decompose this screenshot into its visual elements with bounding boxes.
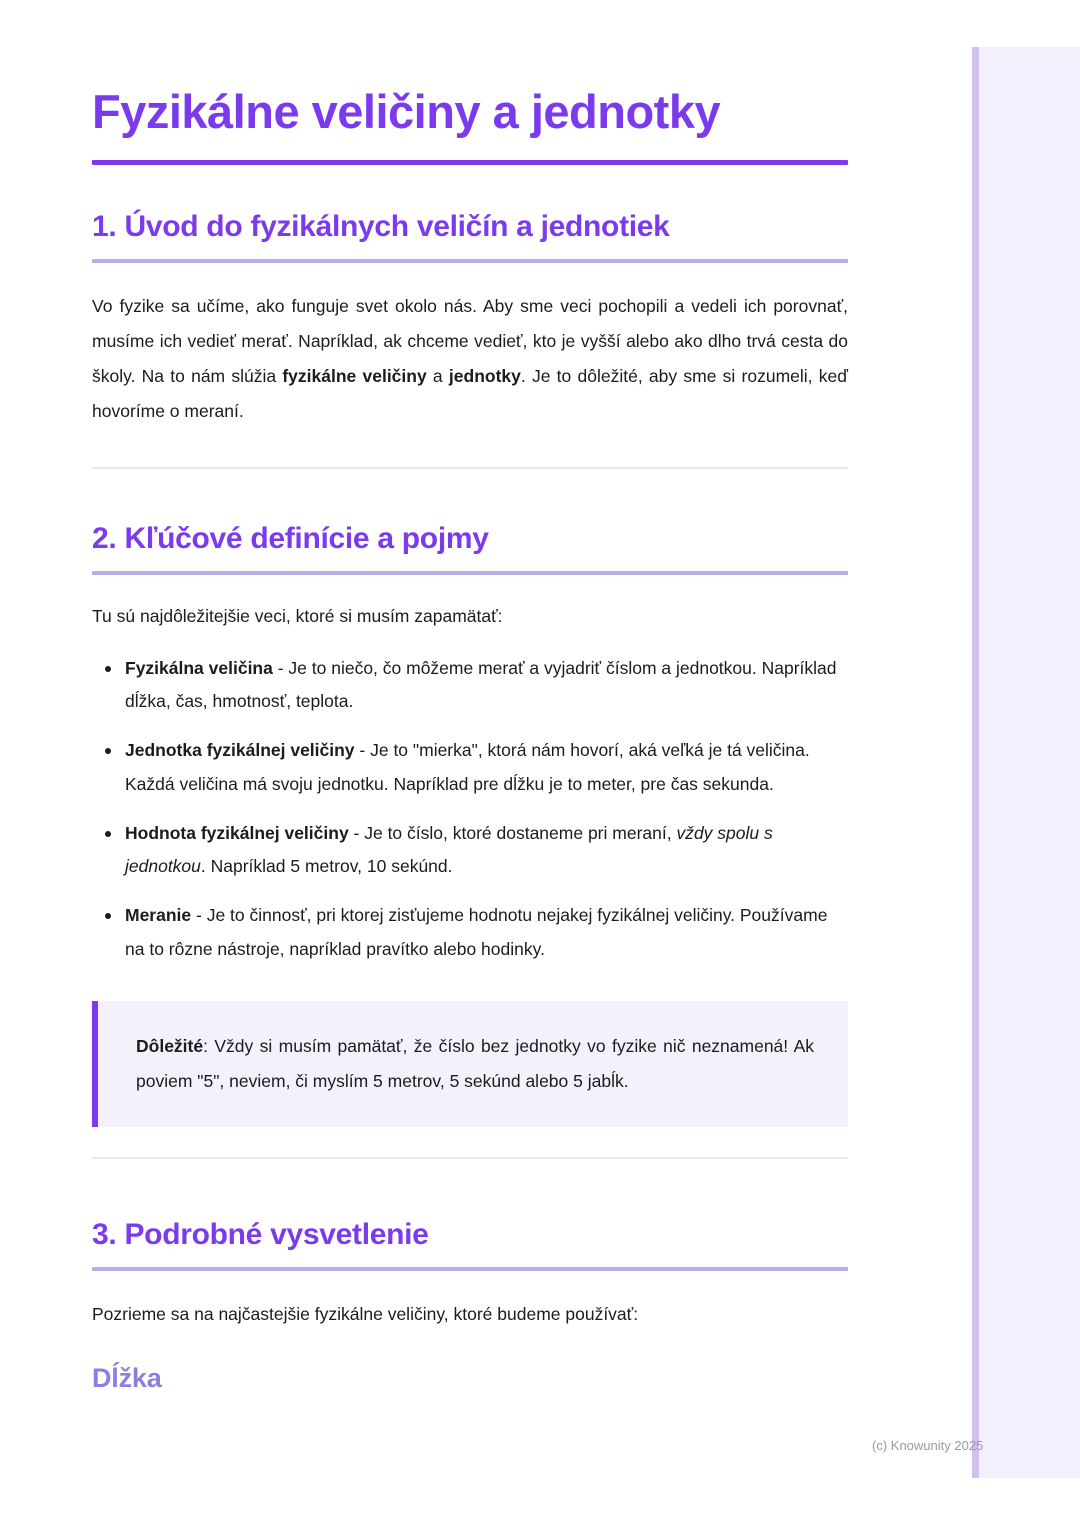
callout-label: Dôležité <box>136 1035 204 1056</box>
term-label: Meranie <box>125 905 192 926</box>
intro-text-1: Vo fyzike sa učíme, ako funguje svet okolo nás. Aby sme veci pochopili a vedeli ich porovnať, musíme ich vedieť merať. Napríklad, ak chceme vedieť, kto je vyšší alebo ako dlho trvá cesta do školy. Na to nám slúžia <box>92 295 848 386</box>
detail-lead-text: Pozrieme sa na najčastejšie fyzikálne veličiny, ktoré budeme používať: <box>92 1303 639 1324</box>
bullet-dot-icon <box>105 748 111 754</box>
intro-text-3: . Je to dôležité, aby sme si rozumeli, keď hovoríme o meraní. <box>92 365 848 421</box>
intro-paragraph <box>92 289 848 429</box>
list-item <box>92 734 848 802</box>
term-label: Hodnota fyzikálnej veličiny <box>125 822 349 843</box>
copyright-watermark: (c) Knowunity 2025 <box>872 1438 984 1453</box>
right-decorative-panel-edge <box>972 47 979 1478</box>
intro-bold-2: jednotky <box>448 365 521 386</box>
list-item <box>92 899 848 967</box>
subsection-heading-dlzka: Dĺžka <box>92 1362 162 1393</box>
term-label: Jednotka fyzikálnej veličiny <box>125 740 355 761</box>
right-decorative-panel <box>972 47 1080 1478</box>
section-heading-definitions: 2. Kľúčové definície a pojmy <box>92 521 489 555</box>
list-item <box>92 817 848 885</box>
term-description-after: . Napríklad 5 metrov, 10 sekúnd. <box>200 856 453 877</box>
term-label: Fyzikálna veličina <box>125 657 273 678</box>
definitions-list <box>92 652 848 967</box>
callout-paragraph <box>136 1029 814 1099</box>
term-description: - Je to "mierka", ktorá nám hovorí, aká veľká je tá veličina. Každá veličina má svoju jednotku. Napríklad pre dĺžku je to meter, pre čas sekunda. <box>125 740 810 794</box>
page-title: Fyzikálne veličiny a jednotky <box>92 85 721 138</box>
term-emphasis: vždy spolu s jednotkou <box>125 822 773 877</box>
term-description: - Je to niečo, čo môžeme merať a vyjadriť číslom a jednotkou. Napríklad dĺžka, čas, hmotnosť, teplota. <box>125 657 837 712</box>
important-callout <box>92 1001 848 1127</box>
definitions-lead-text: Tu sú najdôležitejšie veci, ktoré si musím zapamätať: <box>92 605 503 626</box>
section-heading-intro: 1. Úvod do fyzikálnych veličín a jednotiek <box>92 209 670 243</box>
list-item <box>92 652 848 720</box>
term-description: - Je to činnosť, pri ktorej zisťujeme hodnotu nejakej fyzikálnej veličiny. Používame na to rôzne nástroje, napríklad pravítko alebo hodinky. <box>125 905 828 959</box>
callout-text: : Vždy si musím pamätať, že číslo bez jednotky vo fyzike nič neznamená! Ak poviem "5", neviem, či myslím 5 metrov, 5 sekúnd alebo 5 jabĺk. <box>136 1035 814 1091</box>
intro-text-2: a <box>426 365 449 386</box>
intro-bold-1: fyzikálne veličiny <box>282 365 427 386</box>
bullet-dot-icon <box>105 666 111 672</box>
term-description: - Je to číslo, ktoré dostaneme pri meraní, <box>348 822 677 843</box>
bullet-dot-icon <box>105 831 111 837</box>
bullet-dot-icon <box>105 913 111 919</box>
section-heading-detail: 3. Podrobné vysvetlenie <box>92 1217 429 1251</box>
